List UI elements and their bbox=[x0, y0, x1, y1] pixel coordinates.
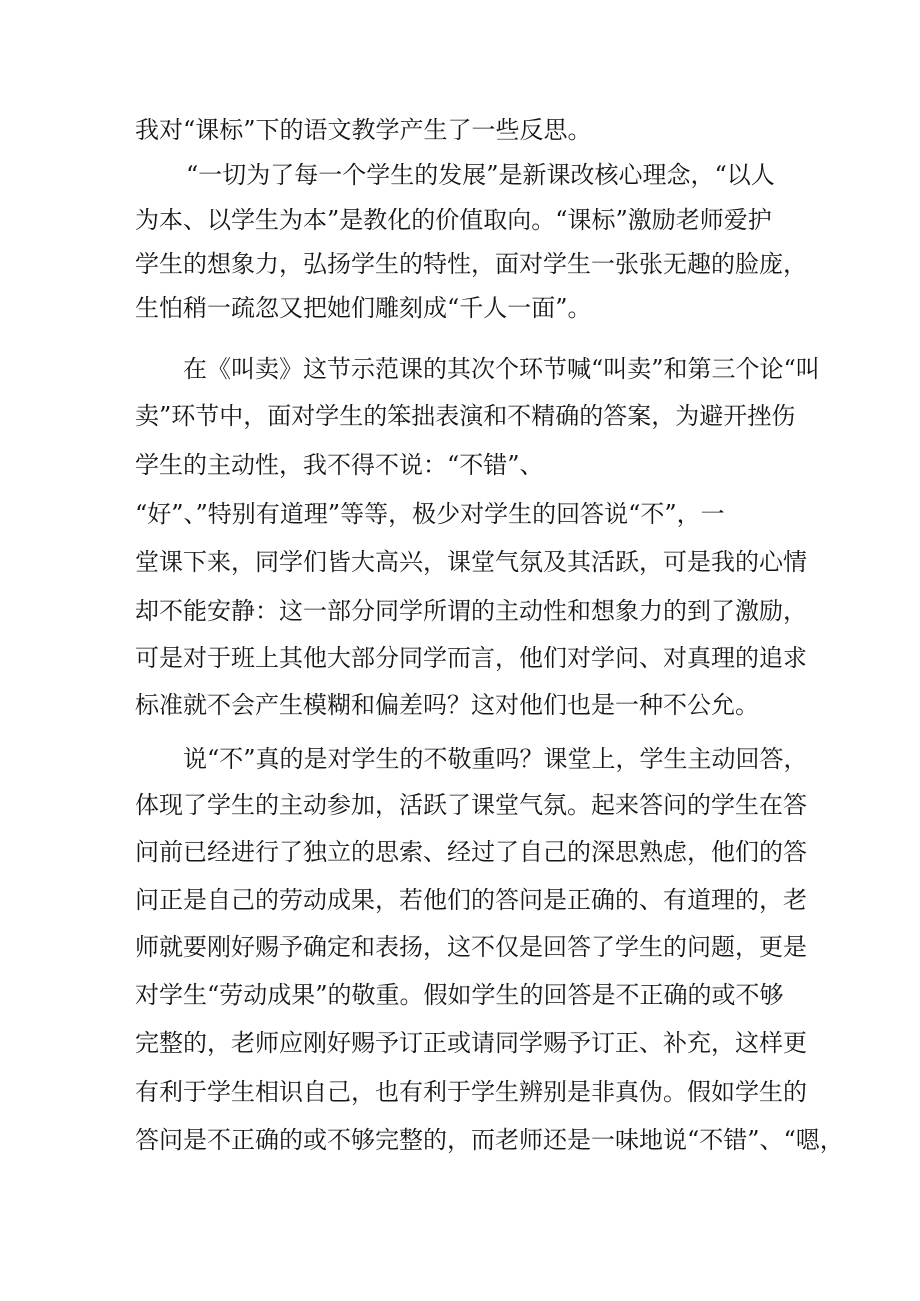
text-line: 师就要刚好赐予确定和表扬，这不仅是回答了学生的问题，更是 bbox=[135, 933, 807, 961]
text-line: 为本、以学生为本”是教化的价值取向。“课标”激励老师爱护 bbox=[135, 206, 772, 234]
text-line: 完整的，老师应刚好赐予订正或请同学赐予订正、补充，这样更 bbox=[135, 1029, 807, 1057]
text-line: 生怕稍一疏忽又把她们雕刻成“千人一面”。 bbox=[135, 294, 592, 322]
text-line: 学生的想象力，弘扬学生的特性，面对学生一张张无趣的脸庞， bbox=[135, 250, 807, 278]
text-line: 却不能安静：这一部分同学所谓的主动性和想象力的到了激励， bbox=[135, 597, 807, 625]
text-line: 问前已经进行了独立的思索、经过了自己的深思熟虑，他们的答 bbox=[135, 838, 807, 866]
text-line: 有利于学生相识自己，也有利于学生辨别是非真伪。假如学生的 bbox=[135, 1078, 807, 1106]
text-line: 问正是自己的劳动成果，若他们的答问是正确的、有道理的，老 bbox=[135, 886, 807, 914]
text-line: “一切为了每一个学生的发展”是新课改核心理念，“以人 bbox=[186, 161, 775, 189]
text-line: 堂课下来，同学们皆大高兴，课堂气氛及其活跃，可是我的心情 bbox=[135, 548, 807, 576]
text-line: 在《叫卖》这节示范课的其次个环节喊“叫卖”和第三个论“叫 bbox=[183, 355, 820, 383]
text-line: 卖”环节中，面对学生的笨拙表演和不精确的答案，为避开挫伤 bbox=[135, 402, 796, 430]
text-line: 对学生“劳动成果”的敬重。假如学生的回答是不正确的或不够 bbox=[135, 981, 784, 1009]
text-line: 标准就不会产生模糊和偏差吗？这对他们也是一种不公允。 bbox=[135, 691, 759, 719]
text-line: 我对“课标”下的语文教学产生了一些反思。 bbox=[135, 116, 592, 144]
text-line: 学生的主动性，我不得不说：“不错”、 bbox=[135, 451, 544, 479]
text-line: 说“不”真的是对学生的不敬重吗？课堂上，学生主动回答， bbox=[183, 745, 808, 773]
text-line: “好”、”特别有道理”等等，极少对学生的回答说“不”，一 bbox=[135, 500, 725, 528]
text-line: 答问是不正确的或不够完整的，而老师还是一味地说“不错”、“嗯， bbox=[135, 1126, 844, 1154]
text-line: 可是对于班上其他大部分同学而言，他们对学问、对真理的追求 bbox=[135, 644, 807, 672]
text-line: 体现了学生的主动参加，活跃了课堂气氛。起来答问的学生在答 bbox=[135, 791, 807, 819]
